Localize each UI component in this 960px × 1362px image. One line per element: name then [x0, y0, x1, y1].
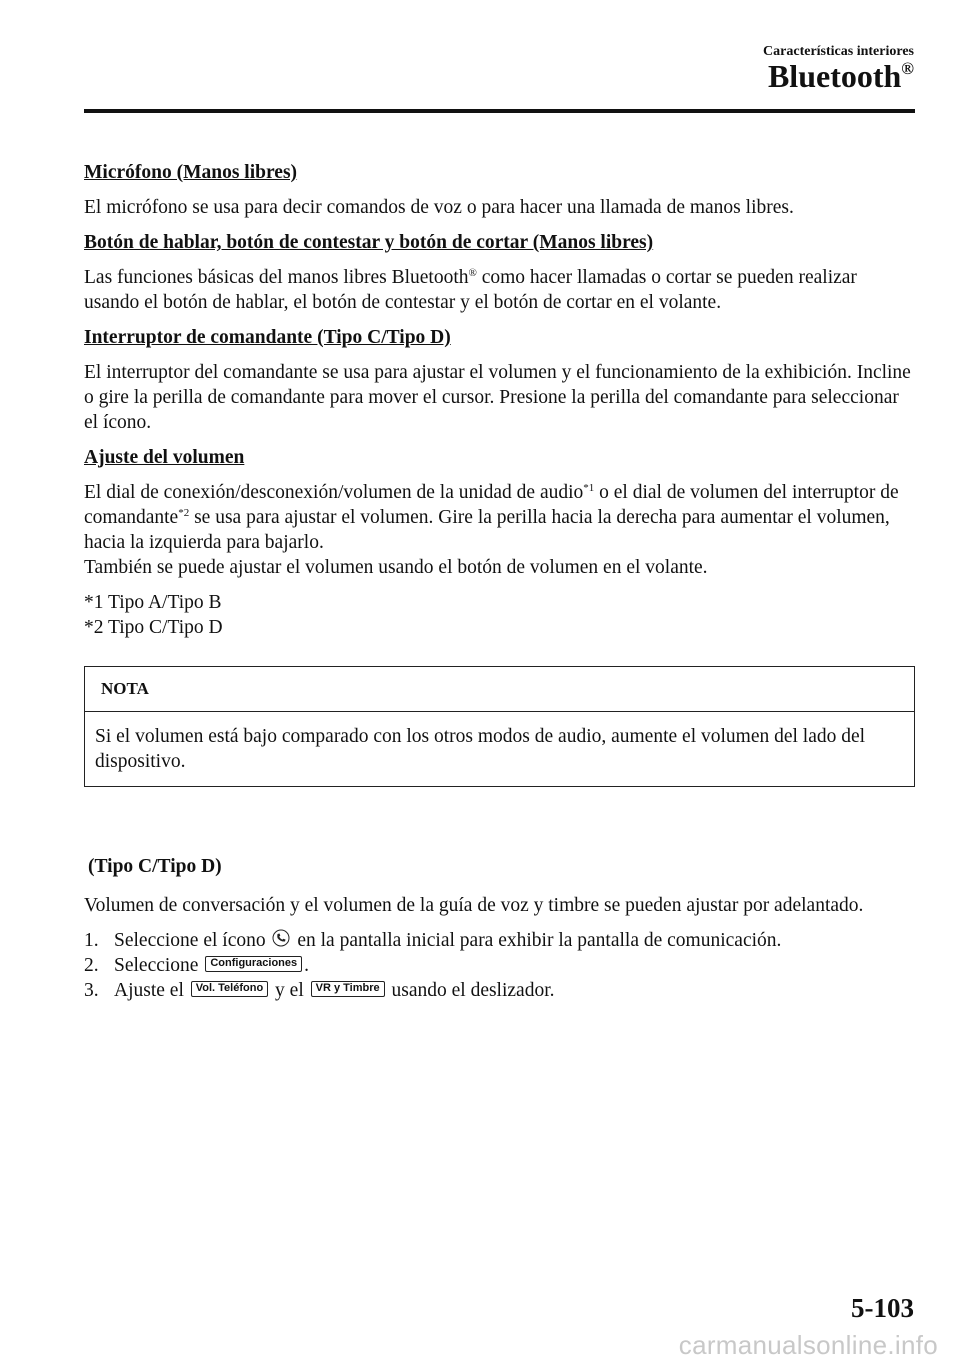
step-3-text: [114, 978, 555, 1003]
step-1-text-b: en la pantalla inicial para exhibir la pantalla de comunicación.: [292, 930, 782, 951]
footnote-ref-2: *2: [178, 507, 190, 519]
commander-heading: Interruptor de comandante (Tipo C/Tipo D): [84, 327, 451, 348]
step-2-number: 2.: [84, 955, 99, 976]
step-2-text: [114, 953, 309, 978]
volume-heading: Ajuste del volumen: [84, 447, 245, 468]
talk-heading: Botón de hablar, botón de contestar y botón de cortar (Manos libres): [84, 232, 654, 253]
vr-timbre-button: VR y Timbre: [311, 981, 385, 997]
step-2-text-a: Seleccione: [114, 955, 204, 976]
volume-text-b: o el dial de volumen del interruptor de comandante: [84, 482, 899, 528]
page-title: [768, 58, 914, 95]
note-box: [84, 666, 915, 787]
volume-text-d: También se puede ajustar el volumen usando el botón de volumen en el volante.: [84, 557, 708, 578]
section-label: Características interiores: [763, 44, 914, 59]
step-2-text-b: .: [304, 955, 310, 976]
footnote-ref-1: *1: [583, 482, 595, 494]
page-content: [84, 160, 915, 1003]
step-3-number: 3.: [84, 980, 99, 1001]
step-3: [84, 978, 915, 1003]
mic-heading: Micrófono (Manos libres): [84, 162, 298, 183]
tipo-heading: (Tipo C/Tipo D): [88, 856, 222, 877]
talk-text-b: como hacer llamadas o cortar se pueden realizar usando el botón de hablar, el botón de contestar y el botón de cortar en el volante.: [84, 267, 857, 313]
step-2: [84, 953, 915, 978]
tipo-intro: Volumen de conversación y el volumen de la guía de voz y timbre se pueden ajustar por adelantado.: [84, 895, 864, 916]
commander-text: El interruptor del comandante se usa para ajustar el volumen y el funcionamiento de la exhibición. Incline o gire la perilla de comandante para mover el cursor. Presione la perilla del comandante para seleccionar el ícono.: [84, 362, 911, 433]
footnote-1: *1 Tipo A/Tipo B: [84, 592, 222, 613]
step-1-number: 1.: [84, 930, 99, 951]
step-3-text-b: usando el deslizador.: [386, 980, 555, 1001]
talk-text-a: Las funciones básicas del manos libres Bluetooth: [84, 267, 469, 288]
volume-text-c: se usa para ajustar el volumen. Gire la perilla hacia la derecha para aumentar el volumen, hacia la izquierda para bajarlo.: [84, 507, 890, 553]
header-divider: [84, 109, 915, 113]
step-1-text: [114, 928, 781, 953]
configuraciones-button: Configuraciones: [205, 956, 302, 972]
volume-text: [84, 480, 915, 555]
vol-telefono-button: Vol. Teléfono: [191, 981, 268, 997]
note-text: Si el volumen está bajo comparado con los otros modos de audio, aumente el volumen del lado del dispositivo.: [95, 726, 866, 772]
mic-text: El micrófono se usa para decir comandos de voz o para hacer una llamada de manos libres.: [84, 197, 794, 218]
step-3-text-a: Ajuste el: [114, 980, 189, 1001]
step-1-text-a: Seleccione el ícono: [114, 930, 271, 951]
talk-registered-mark: ®: [468, 267, 477, 279]
footnote-2: *2 Tipo C/Tipo D: [84, 617, 223, 638]
talk-text: [84, 265, 915, 315]
watermark: carmanualsonline.info: [678, 1330, 938, 1360]
page-number: 5-103: [851, 1293, 914, 1323]
phone-icon: [272, 929, 290, 947]
registered-mark: ®: [901, 59, 914, 78]
step-1: [84, 928, 915, 953]
note-heading: NOTA: [85, 667, 914, 712]
title-text: Bluetooth: [767, 58, 902, 94]
volume-text-a: El dial de conexión/desconexión/volumen de la unidad de audio: [84, 482, 584, 503]
step-3-text-mid: y el: [270, 980, 309, 1001]
